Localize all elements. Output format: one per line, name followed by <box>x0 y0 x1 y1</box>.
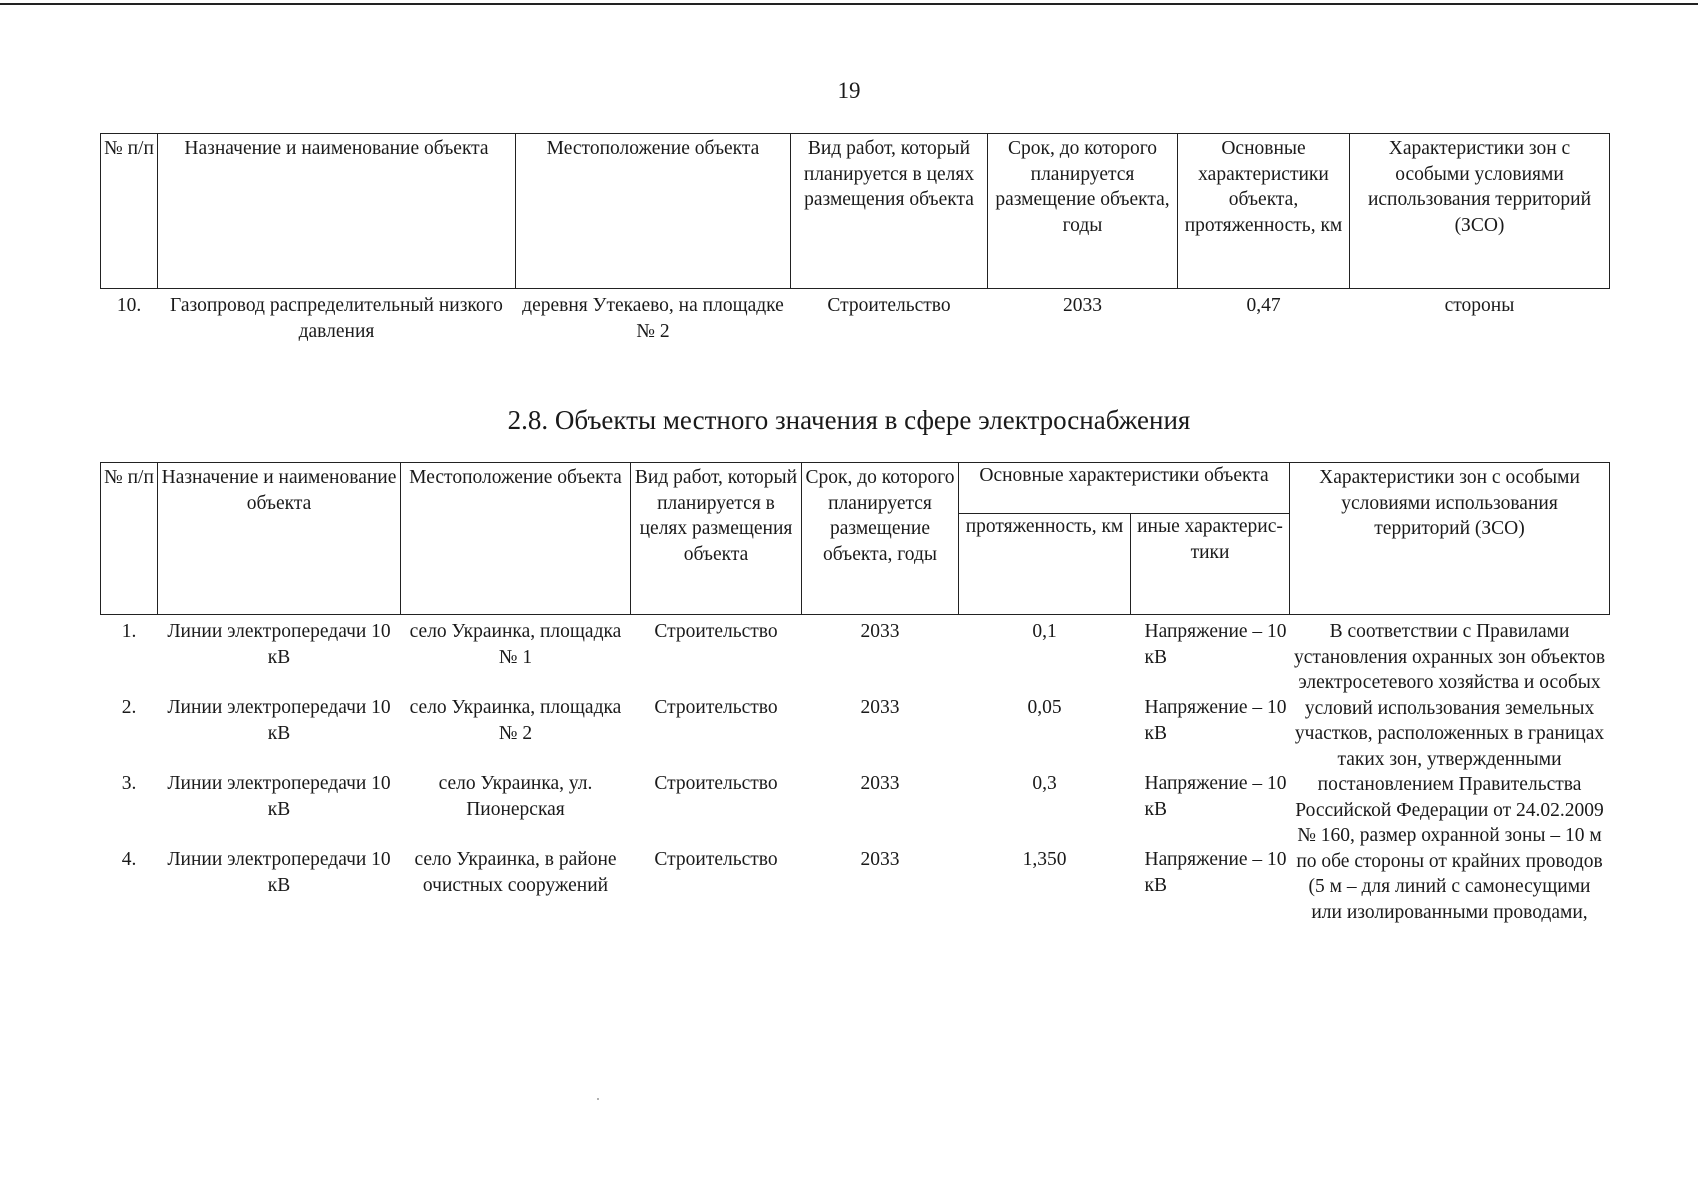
cell-zso: стороны <box>1444 295 1515 316</box>
header-main-characteristics: Основные характеристики объекта <box>959 463 1290 514</box>
cell-work-type: Строительство <box>654 773 778 794</box>
cell-num: 2. <box>121 697 137 718</box>
cell-work-type: Строительство <box>654 697 778 718</box>
cell-num: 1. <box>121 621 137 642</box>
cell-year: 2033 <box>860 697 900 718</box>
cell-year: 2033 <box>860 621 900 642</box>
cell-length: 0,1 <box>1032 621 1057 642</box>
header-main-characteristics: Основные характеристики объекта, протяженность, км <box>1178 134 1350 289</box>
cell-year: 2033 <box>860 773 900 794</box>
page-number: 19 <box>837 78 861 103</box>
cell-other-characteristics: Напряжение – 10 кВ <box>1144 849 1287 896</box>
cell-name: Линии электропередачи 10 кВ <box>167 697 391 744</box>
cell-name: Газопровод распределительный низкого давления <box>170 295 503 342</box>
cell-num: 4. <box>121 849 137 870</box>
header-deadline: Срок, до которого планируется размещение объекта, годы <box>988 134 1178 289</box>
cell-location: село Украинка, ул. Пионерская <box>438 773 593 820</box>
section-title: 2.8. Объекты местного значения в сфере электроснабжения <box>507 405 1191 435</box>
table-power-objects <box>100 462 1610 1015</box>
header-zso: Характеристики зон с особыми условиями использования территорий (ЗСО) <box>1350 134 1610 289</box>
table-header-row <box>101 134 1610 289</box>
cell-length: 1,350 <box>1022 849 1067 870</box>
header-num: № п/п <box>101 134 158 289</box>
cell-name: Линии электропередачи 10 кВ <box>167 773 391 820</box>
cell-work-type: Строительство <box>827 295 951 316</box>
table-row <box>101 289 1610 345</box>
header-work-type: Вид работ, который планируется в целях размещения объекта <box>791 134 988 289</box>
cell-location: село Украинка, площадка № 2 <box>409 697 622 744</box>
header-zso: Характеристики зон с особыми условиями использования территорий (ЗСО) <box>1290 463 1610 615</box>
cell-length: 0,47 <box>1246 295 1281 316</box>
cell-other-characteristics: Напряжение – 10 кВ <box>1144 621 1287 668</box>
cell-length: 0,05 <box>1027 697 1062 718</box>
cell-work-type: Строительство <box>654 849 778 870</box>
header-other-characteristics: иные характерис-тики <box>1131 514 1290 615</box>
header-name: Назначение и наименование объекта <box>158 463 401 615</box>
header-length: протяженность, км <box>959 514 1131 615</box>
header-deadline: Срок, до которого планируется размещение объекта, годы <box>802 463 959 615</box>
scan-speck <box>597 1098 599 1100</box>
header-location: Местоположение объекта <box>401 463 631 615</box>
cell-year: 2033 <box>860 849 900 870</box>
cell-location: село Украинка, в районе очистных сооружений <box>414 849 617 896</box>
cell-work-type: Строительство <box>654 621 778 642</box>
cell-year: 2033 <box>1063 295 1102 316</box>
cell-other-characteristics: Напряжение – 10 кВ <box>1144 697 1287 744</box>
cell-name: Линии электропередачи 10 кВ <box>167 849 391 896</box>
cell-length: 0,3 <box>1032 773 1057 794</box>
cell-location: деревня Утекаево, на площадке № 2 <box>522 295 784 342</box>
header-num: № п/п <box>101 463 158 615</box>
header-name: Назначение и наименование объекта <box>158 134 516 289</box>
cell-location: село Украинка, площадка № 1 <box>409 621 622 668</box>
cell-other-characteristics: Напряжение – 10 кВ <box>1144 773 1287 820</box>
top-rule <box>0 3 1698 5</box>
table-header-row <box>101 463 1610 514</box>
header-work-type: Вид работ, который планируется в целях размещения объекта <box>631 463 802 615</box>
table-row <box>101 615 1610 692</box>
cell-zso: В соответствии с Правилами установления охранных зон объектов электросетевого хозяйства и особых условий использования земельных участков, расположенных в границах таких зон, утвержденными постановлением Правительства Российской Федерации от 24.02.2009 № 160, размер охранной зоны – 10 м по обе стороны от крайних проводов (5 м – для линий с самонесущими или изолированными проводами, <box>1293 621 1606 923</box>
cell-num: 10. <box>116 295 142 316</box>
header-location: Местоположение объекта <box>516 134 791 289</box>
cell-name: Линии электропередачи 10 кВ <box>167 621 391 668</box>
cell-num: 3. <box>121 773 137 794</box>
table-gas-objects <box>100 133 1610 344</box>
